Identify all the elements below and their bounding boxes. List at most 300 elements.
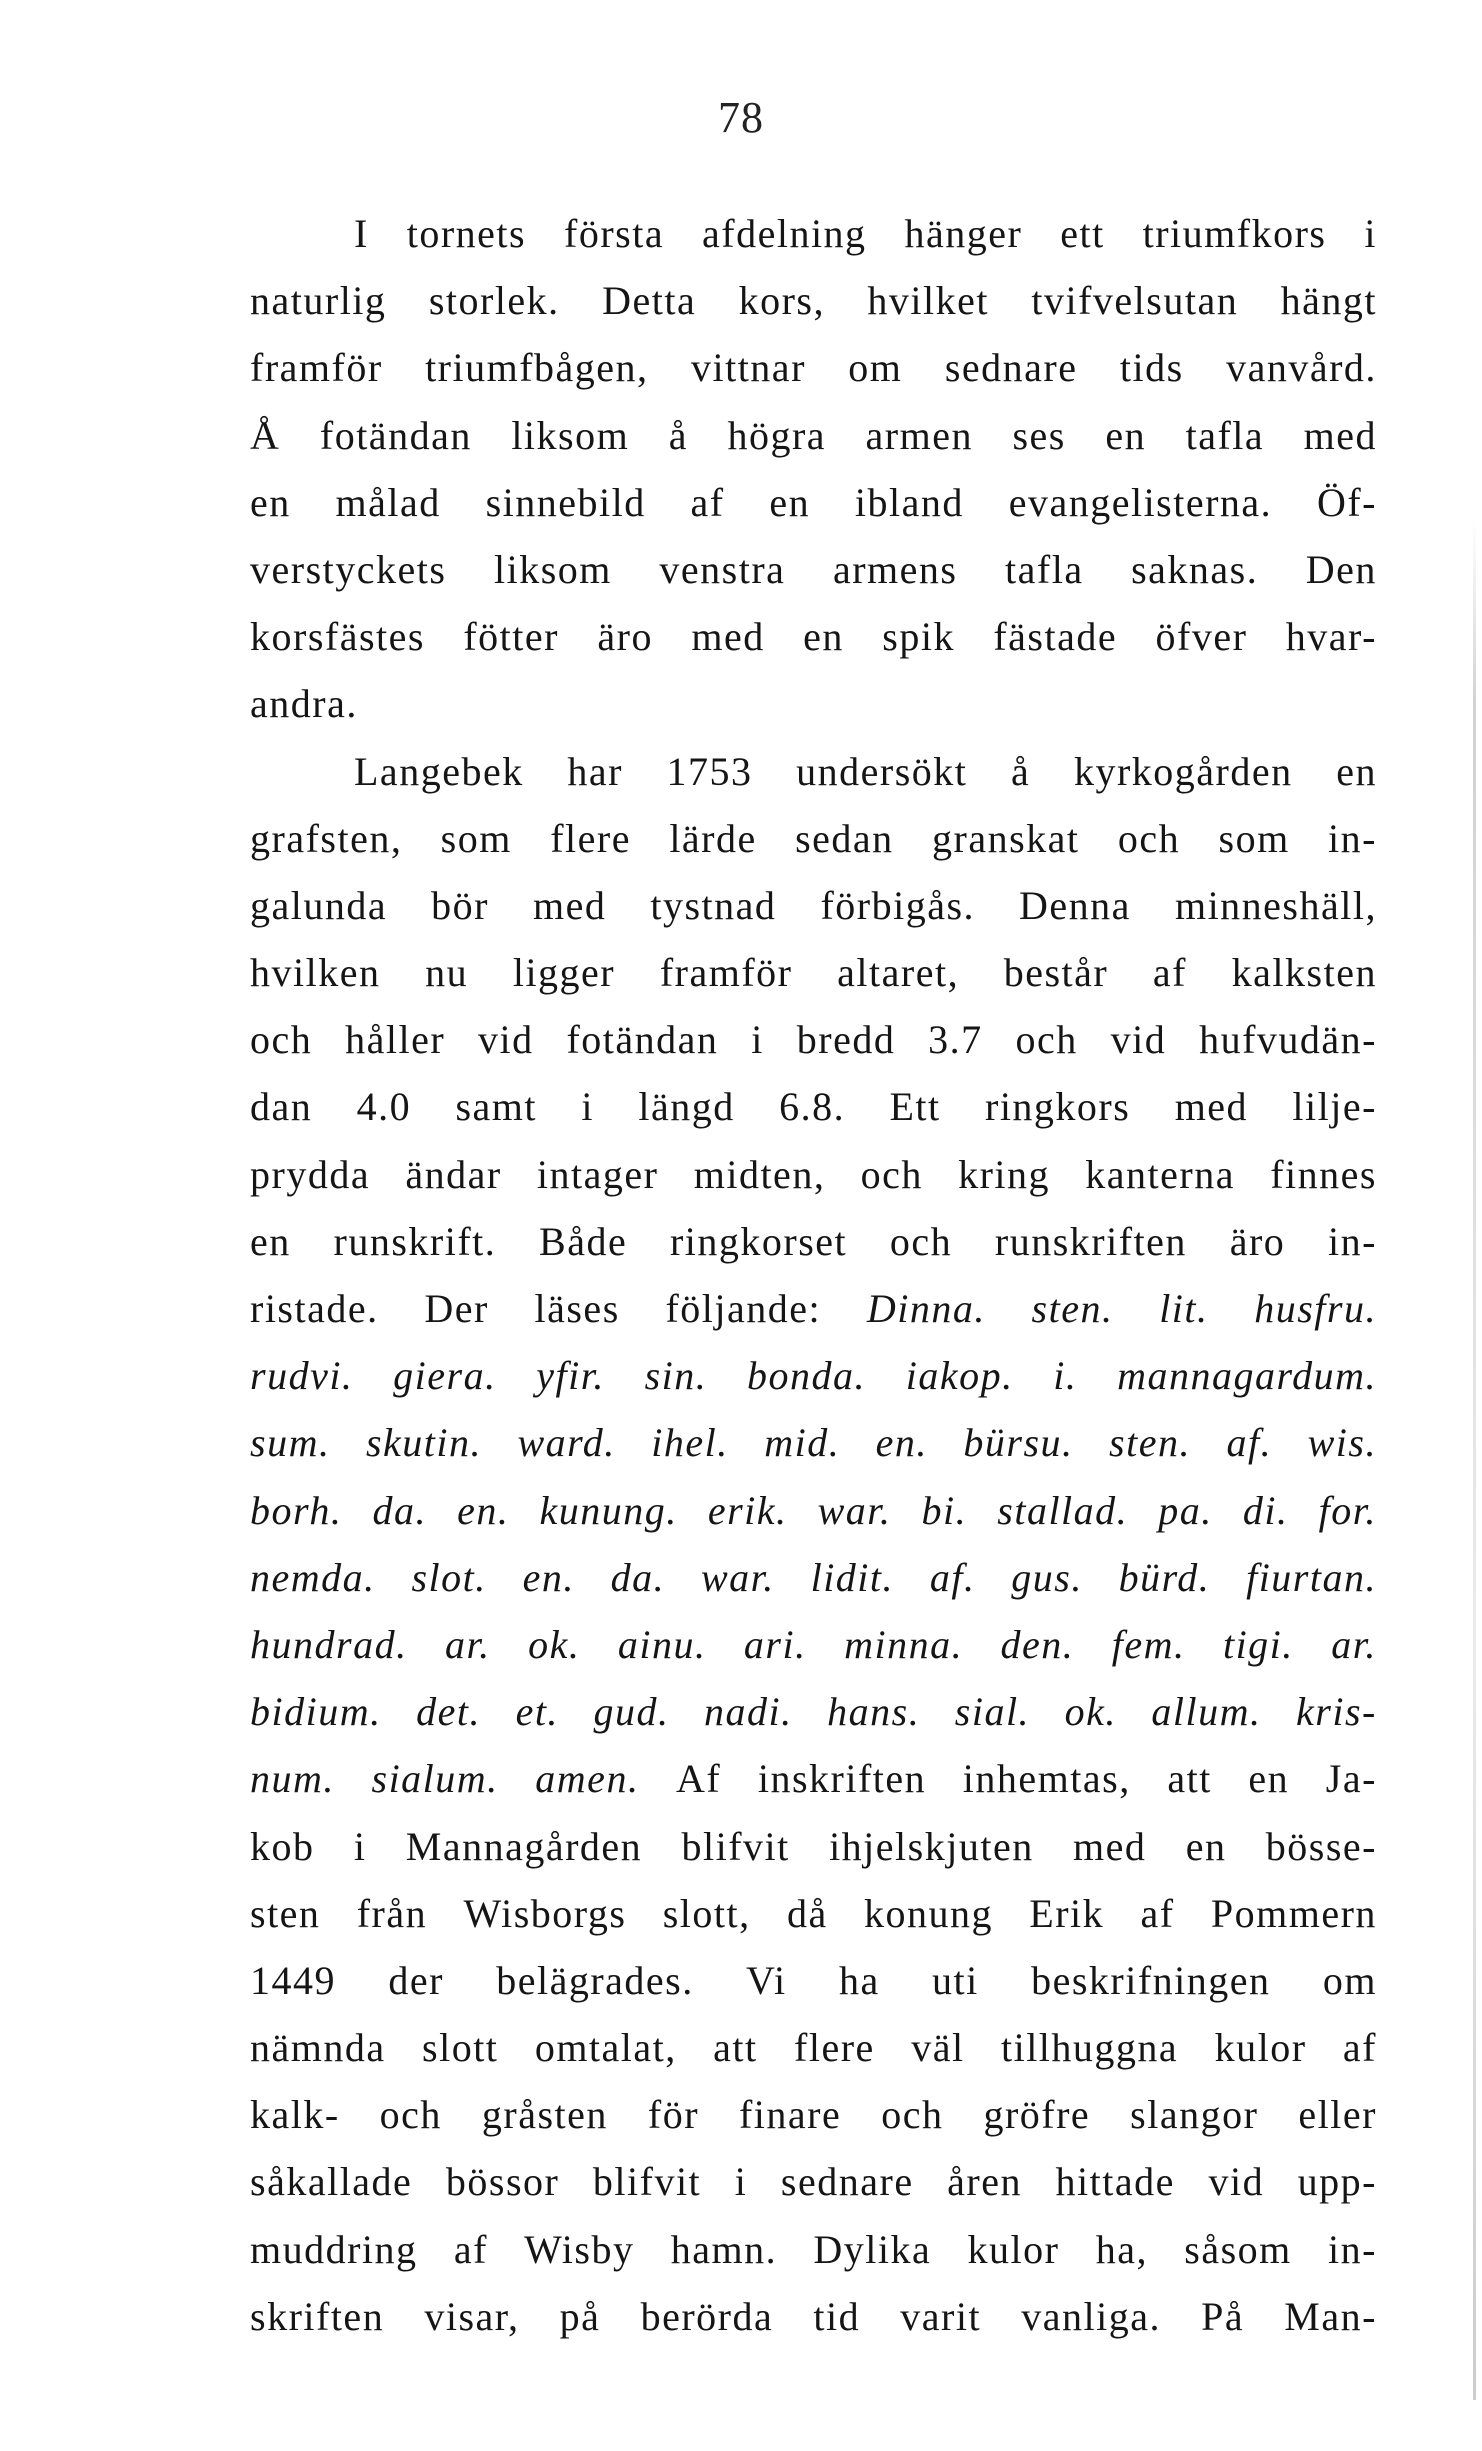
word: Öf- bbox=[1316, 479, 1377, 525]
word: framför bbox=[659, 950, 793, 996]
runic-transcription-word: ok. bbox=[1064, 1689, 1117, 1735]
word: venstra bbox=[659, 546, 786, 592]
word: fötter bbox=[463, 614, 559, 660]
runic-transcription-word: kunung. bbox=[539, 1487, 678, 1533]
runic-transcription-word: en. bbox=[457, 1487, 510, 1533]
word: liksom bbox=[493, 546, 612, 592]
runic-transcription-word: wis. bbox=[1307, 1420, 1377, 1466]
word: Wisborgs bbox=[463, 1890, 627, 1936]
word: i bbox=[734, 2159, 748, 2205]
runic-transcription-word: af. bbox=[929, 1554, 976, 1600]
word: äro bbox=[597, 614, 653, 660]
word: såkallade bbox=[250, 2159, 413, 2205]
runic-transcription-word: ainu. bbox=[617, 1621, 707, 1667]
word: å bbox=[1011, 748, 1031, 794]
word: blifvit bbox=[681, 1823, 790, 1869]
runic-transcription-word: ward. bbox=[517, 1420, 616, 1466]
word: ändar bbox=[405, 1151, 502, 1197]
word: kob bbox=[250, 1823, 315, 1869]
word: kalk- bbox=[250, 2092, 340, 2138]
word: framför bbox=[250, 345, 383, 391]
runic-transcription-word: bürd. bbox=[1118, 1554, 1211, 1600]
runic-transcription-word: erik. bbox=[707, 1487, 788, 1533]
word: andra. bbox=[250, 681, 358, 727]
text-line bbox=[250, 2081, 1377, 2148]
word: saknas. bbox=[1131, 546, 1259, 592]
word: Vi bbox=[746, 1957, 787, 2003]
word: i bbox=[1364, 211, 1377, 256]
runic-transcription-word: mannagardum. bbox=[1117, 1353, 1377, 1399]
runic-transcription-word: sten. bbox=[1031, 1286, 1114, 1331]
word: skriften bbox=[250, 2293, 385, 2339]
word: i bbox=[751, 1017, 764, 1063]
runic-transcription-word: nadi. bbox=[704, 1689, 793, 1735]
word: intager bbox=[536, 1151, 659, 1197]
runic-transcription-word: allum. bbox=[1151, 1689, 1262, 1735]
text-line bbox=[250, 1141, 1377, 1208]
word: och bbox=[889, 1218, 953, 1264]
text-line bbox=[250, 738, 1377, 805]
text-line bbox=[250, 1947, 1377, 2014]
word: tafla bbox=[1005, 546, 1084, 592]
runic-transcription-word: nemda. bbox=[250, 1554, 376, 1600]
word: Mannagården bbox=[405, 1823, 643, 1869]
runic-transcription-word: amen. bbox=[535, 1756, 640, 1802]
word: runskrift. bbox=[333, 1218, 497, 1264]
word: omtalat, bbox=[534, 2025, 677, 2071]
word: med bbox=[1073, 1823, 1147, 1869]
word: storlek. bbox=[428, 278, 560, 324]
word: 4.0 bbox=[356, 1084, 412, 1130]
runic-transcription-word: bidium. bbox=[250, 1689, 382, 1735]
text-line bbox=[250, 267, 1377, 334]
word: prydda bbox=[250, 1151, 371, 1197]
word: midten, bbox=[693, 1151, 826, 1197]
word: kalksten bbox=[1231, 950, 1377, 996]
word: gröfre bbox=[983, 2092, 1091, 2138]
word: berörda bbox=[640, 2293, 774, 2339]
word: triumfkors bbox=[1142, 211, 1327, 256]
word: då bbox=[786, 1890, 828, 1936]
runic-transcription-word: sial. bbox=[954, 1689, 1031, 1735]
word: inhemtas, bbox=[962, 1756, 1131, 1802]
runic-transcription-word: gus. bbox=[1011, 1554, 1083, 1600]
word: flere bbox=[794, 2025, 875, 2071]
word: eller bbox=[1298, 2092, 1377, 2138]
text-line bbox=[250, 1880, 1377, 1947]
word: med bbox=[1303, 412, 1377, 458]
word: muddring bbox=[250, 2226, 418, 2272]
word: ha, bbox=[1095, 2226, 1149, 2272]
runic-transcription-word: sialum. bbox=[371, 1756, 499, 1802]
word: Langebek bbox=[354, 748, 524, 794]
word: belägrades. bbox=[496, 1957, 694, 2003]
word: Både bbox=[539, 1218, 628, 1264]
runic-transcription-word: sum. bbox=[250, 1420, 331, 1466]
word: 6.8. bbox=[779, 1084, 846, 1130]
runic-transcription-word: kris- bbox=[1296, 1689, 1377, 1735]
runic-transcription-word: war. bbox=[700, 1554, 775, 1600]
word: och bbox=[1117, 815, 1181, 861]
word: att bbox=[1167, 1756, 1212, 1802]
text-line bbox=[250, 1544, 1377, 1611]
word: triumfbågen, bbox=[425, 345, 649, 391]
word: om bbox=[848, 345, 903, 391]
word: naturlig bbox=[250, 278, 387, 324]
runic-transcription-word: giera. bbox=[393, 1353, 497, 1399]
word: dan bbox=[250, 1084, 313, 1130]
runic-transcription-word: rudvi. bbox=[250, 1353, 354, 1399]
runic-transcription-word: di. bbox=[1242, 1487, 1289, 1533]
word: Man- bbox=[1284, 2293, 1377, 2339]
word: en bbox=[769, 479, 811, 525]
runic-transcription-word: da. bbox=[610, 1554, 666, 1600]
word: sednare bbox=[944, 345, 1078, 391]
word: altaret, bbox=[837, 950, 960, 996]
body-text bbox=[250, 200, 1377, 2350]
text-line bbox=[250, 1275, 1377, 1342]
word: högra bbox=[727, 412, 827, 458]
runic-transcription-word: hans. bbox=[827, 1689, 921, 1735]
word: som bbox=[1218, 815, 1290, 861]
word: vid bbox=[1208, 2159, 1265, 2205]
runic-transcription-word: ihel. bbox=[651, 1420, 729, 1466]
word: å bbox=[668, 412, 688, 458]
word: Å bbox=[250, 412, 281, 458]
runic-transcription-word: husfru. bbox=[1254, 1286, 1377, 1331]
word: med bbox=[532, 882, 607, 928]
runic-transcription-word: for. bbox=[1318, 1487, 1377, 1533]
word: På bbox=[1201, 2293, 1245, 2339]
word: tystnad bbox=[650, 882, 777, 928]
text-line bbox=[250, 1073, 1377, 1140]
word: nu bbox=[425, 950, 469, 996]
word: väl bbox=[911, 2025, 965, 2071]
runic-transcription-word: ar. bbox=[1331, 1621, 1377, 1667]
runic-transcription-word: da. bbox=[372, 1487, 427, 1533]
word: Der bbox=[424, 1286, 489, 1331]
text-line bbox=[250, 1006, 1377, 1073]
text-line bbox=[250, 2216, 1377, 2283]
word: tornets bbox=[406, 211, 527, 256]
word: bössor bbox=[445, 2159, 560, 2205]
word: der bbox=[388, 1957, 444, 2003]
word: tafla bbox=[1185, 412, 1265, 458]
word: och bbox=[250, 1017, 313, 1063]
word: kanterna bbox=[1085, 1151, 1235, 1197]
word: spik bbox=[882, 614, 955, 660]
word: lilje- bbox=[1292, 1084, 1377, 1130]
word: Ett bbox=[889, 1084, 941, 1130]
word: med bbox=[1174, 1084, 1249, 1130]
word: vid bbox=[478, 1017, 534, 1063]
word: armen bbox=[865, 412, 973, 458]
word: hittade bbox=[1055, 2159, 1175, 2205]
word: kyrkogården bbox=[1073, 748, 1293, 794]
word: för bbox=[647, 2092, 700, 2138]
word: gråsten bbox=[481, 2092, 608, 2138]
word: undersökt bbox=[796, 748, 968, 794]
word: sinnebild bbox=[485, 479, 646, 525]
word: hängt bbox=[1280, 278, 1377, 324]
word: består bbox=[1003, 950, 1109, 996]
word: Ja- bbox=[1325, 1756, 1377, 1802]
runic-transcription-word: det. bbox=[416, 1689, 482, 1735]
word: af bbox=[453, 2226, 488, 2272]
word: hufvudän- bbox=[1199, 1017, 1377, 1063]
word: sten bbox=[250, 1890, 321, 1936]
text-line bbox=[250, 1477, 1377, 1544]
word: Denna bbox=[1019, 882, 1131, 928]
text-line bbox=[250, 603, 1377, 670]
word: konung bbox=[864, 1890, 993, 1936]
word: kulor bbox=[1214, 2025, 1307, 2071]
word: fästade bbox=[993, 614, 1118, 660]
word: runskriften bbox=[994, 1218, 1187, 1264]
word: afdelning bbox=[702, 211, 867, 256]
word: slott, bbox=[662, 1890, 751, 1936]
word: kors, bbox=[738, 278, 825, 324]
word: hvar- bbox=[1285, 614, 1377, 660]
word: flere bbox=[550, 815, 631, 861]
runic-transcription-word: hundrad. bbox=[250, 1621, 408, 1667]
word: hvilket bbox=[867, 278, 989, 324]
word: bösse- bbox=[1265, 1823, 1377, 1869]
word: armens bbox=[832, 546, 958, 592]
word: sednare bbox=[780, 2159, 914, 2205]
word: ha bbox=[838, 1957, 880, 2003]
word: i bbox=[353, 1823, 367, 1869]
runic-transcription-word: en. bbox=[522, 1554, 575, 1600]
page-edge-shadow bbox=[1473, 520, 1476, 2400]
word: en bbox=[250, 1218, 291, 1264]
word: finnes bbox=[1270, 1151, 1377, 1197]
word: beskrifningen bbox=[1031, 1957, 1271, 2003]
runic-transcription-word: et. bbox=[515, 1689, 559, 1735]
word: Pommern bbox=[1210, 1890, 1377, 1936]
word: af bbox=[1152, 950, 1187, 996]
runic-transcription-word: pa. bbox=[1158, 1487, 1213, 1533]
word: förbigås. bbox=[820, 882, 976, 928]
runic-transcription-word: tigi. bbox=[1222, 1621, 1294, 1667]
word: och bbox=[379, 2092, 442, 2138]
word: Dylika bbox=[813, 2226, 932, 2272]
runic-transcription-word: slot. bbox=[411, 1554, 487, 1600]
word: ristade. bbox=[250, 1286, 379, 1331]
word: grafsten, bbox=[250, 815, 403, 861]
runic-transcription-word: iakop. bbox=[905, 1353, 1014, 1399]
text-line bbox=[250, 1611, 1377, 1678]
word: 3.7 bbox=[928, 1017, 983, 1063]
runic-transcription-word: bonda. bbox=[747, 1353, 866, 1399]
runic-transcription-word: minna. bbox=[844, 1621, 964, 1667]
word: tillhuggna bbox=[1000, 2025, 1179, 2071]
word: håller bbox=[345, 1017, 446, 1063]
word: en bbox=[1248, 1756, 1290, 1802]
runic-transcription-word: sin. bbox=[644, 1353, 708, 1399]
runic-transcription-word: en. bbox=[875, 1420, 928, 1466]
word: ringkors bbox=[985, 1084, 1131, 1130]
word: korsfästes bbox=[250, 614, 425, 660]
word: nämnda bbox=[250, 2025, 386, 2071]
runic-transcription-word: Dinna. bbox=[866, 1286, 986, 1331]
word: galunda bbox=[250, 882, 388, 928]
word: evangelisterna. bbox=[1008, 479, 1273, 525]
text-line bbox=[250, 402, 1377, 469]
runic-transcription-word: sten. bbox=[1109, 1420, 1191, 1466]
word: finare bbox=[738, 2092, 842, 2138]
text-line bbox=[250, 1409, 1377, 1476]
word: såsom bbox=[1184, 2226, 1292, 2272]
runic-transcription-word: skutin. bbox=[365, 1420, 482, 1466]
runic-transcription-word: yfir. bbox=[536, 1353, 605, 1399]
word: med bbox=[691, 614, 765, 660]
word: som bbox=[440, 815, 512, 861]
word: af bbox=[1140, 1890, 1175, 1936]
word: Den bbox=[1305, 546, 1377, 592]
text-line bbox=[250, 1745, 1377, 1812]
word: Detta bbox=[602, 278, 697, 324]
text-line bbox=[250, 469, 1377, 536]
word: in- bbox=[1328, 815, 1377, 861]
runic-transcription-word: bürsu. bbox=[963, 1420, 1074, 1466]
runic-transcription-word: war. bbox=[817, 1487, 892, 1533]
text-line bbox=[250, 536, 1377, 603]
word: blifvit bbox=[592, 2159, 702, 2205]
word: slott bbox=[422, 2025, 499, 2071]
text-line bbox=[250, 2283, 1377, 2350]
page-number: 78 bbox=[718, 93, 764, 142]
word: att bbox=[713, 2025, 758, 2071]
text-line bbox=[250, 2148, 1377, 2215]
text-line bbox=[250, 872, 1377, 939]
word: målad bbox=[335, 479, 441, 525]
word: 1449 bbox=[250, 1957, 336, 2003]
word: vanvård. bbox=[1226, 345, 1377, 391]
word: och bbox=[1015, 1017, 1078, 1063]
word: bör bbox=[431, 882, 489, 928]
word: 1753 bbox=[666, 748, 753, 794]
word: lärde bbox=[669, 815, 757, 861]
runic-transcription-word: bi. bbox=[921, 1487, 968, 1533]
runic-transcription-word: gud. bbox=[593, 1689, 670, 1735]
word: ihjelskjuten bbox=[829, 1823, 1034, 1869]
word: åren bbox=[947, 2159, 1022, 2205]
text-line bbox=[250, 2014, 1377, 2081]
runic-transcription-word: fiurtan. bbox=[1246, 1554, 1377, 1600]
runic-transcription-word: ok. bbox=[528, 1621, 581, 1667]
word: öfver bbox=[1155, 614, 1248, 660]
text-line bbox=[250, 670, 1377, 737]
runic-transcription-word: af. bbox=[1226, 1420, 1273, 1466]
word: om bbox=[1322, 1957, 1377, 2003]
text-line bbox=[250, 334, 1377, 401]
word: tids bbox=[1119, 345, 1184, 391]
word: slangor bbox=[1130, 2092, 1259, 2138]
runic-transcription-word: i. bbox=[1053, 1353, 1078, 1399]
runic-transcription-word: borh. bbox=[250, 1487, 343, 1533]
word: en bbox=[1105, 412, 1147, 458]
word: följande: bbox=[665, 1286, 822, 1331]
word: första bbox=[564, 211, 665, 256]
runic-transcription-word: lidit. bbox=[810, 1554, 895, 1600]
word: ses bbox=[1012, 412, 1066, 458]
word: en bbox=[803, 614, 844, 660]
word: en bbox=[1336, 748, 1377, 794]
word: vid bbox=[1110, 1017, 1167, 1063]
word: Wisby bbox=[524, 2226, 635, 2272]
word: af bbox=[1342, 2025, 1377, 2071]
word: vanliga. bbox=[1021, 2293, 1161, 2339]
word: in- bbox=[1328, 2226, 1377, 2272]
word: ett bbox=[1060, 211, 1105, 256]
word: kulor bbox=[967, 2226, 1060, 2272]
word: Erik bbox=[1029, 1890, 1105, 1936]
word: tid bbox=[813, 2293, 861, 2339]
text-line bbox=[250, 805, 1377, 872]
word: samt bbox=[455, 1084, 538, 1130]
word: läses bbox=[534, 1286, 620, 1331]
runic-transcription-word: ari. bbox=[743, 1621, 807, 1667]
word: upp- bbox=[1297, 2159, 1377, 2205]
runic-transcription-word: den. bbox=[1000, 1621, 1075, 1667]
word: längd bbox=[638, 1084, 735, 1130]
word: ibland bbox=[854, 479, 964, 525]
word: fotändan bbox=[566, 1017, 719, 1063]
word: sedan bbox=[795, 815, 894, 861]
text-line bbox=[250, 1813, 1377, 1880]
word: tvifvelsutan bbox=[1031, 278, 1239, 324]
runic-transcription-word: fem. bbox=[1111, 1621, 1186, 1667]
word: liksom bbox=[511, 412, 630, 458]
word: ringkorset bbox=[669, 1218, 848, 1264]
word: visar, bbox=[424, 2293, 520, 2339]
word: i bbox=[581, 1084, 595, 1130]
word: och bbox=[860, 1151, 923, 1197]
word: hamn. bbox=[670, 2226, 778, 2272]
word: af bbox=[690, 479, 725, 525]
word: minneshäll, bbox=[1174, 882, 1377, 928]
word: en bbox=[1185, 1823, 1227, 1869]
word: I bbox=[354, 211, 369, 256]
word: fotändan bbox=[319, 412, 472, 458]
word: uti bbox=[932, 1957, 979, 2003]
runic-transcription-word: ar. bbox=[445, 1621, 491, 1667]
text-line bbox=[250, 1208, 1377, 1275]
runic-transcription-word: lit. bbox=[1159, 1286, 1209, 1331]
text-line bbox=[250, 1678, 1377, 1745]
text-line bbox=[250, 939, 1377, 1006]
word: och bbox=[881, 2092, 944, 2138]
word: har bbox=[567, 748, 623, 794]
word: varit bbox=[900, 2293, 982, 2339]
word: granskat bbox=[932, 815, 1080, 861]
word: vittnar bbox=[690, 345, 806, 391]
word: in- bbox=[1328, 1218, 1377, 1264]
word: verstyckets bbox=[250, 546, 447, 592]
runic-transcription-word: num. bbox=[250, 1756, 335, 1802]
text-line bbox=[250, 200, 1377, 267]
word: hvilken bbox=[250, 950, 381, 996]
word: ligger bbox=[512, 950, 616, 996]
runic-transcription-word: mid. bbox=[764, 1420, 841, 1466]
word: kring bbox=[958, 1151, 1051, 1197]
runic-transcription-word: stallad. bbox=[997, 1487, 1129, 1533]
word: en bbox=[250, 479, 291, 525]
word: inskriften bbox=[757, 1756, 927, 1802]
word: bredd bbox=[796, 1017, 896, 1063]
text-line bbox=[250, 1342, 1377, 1409]
